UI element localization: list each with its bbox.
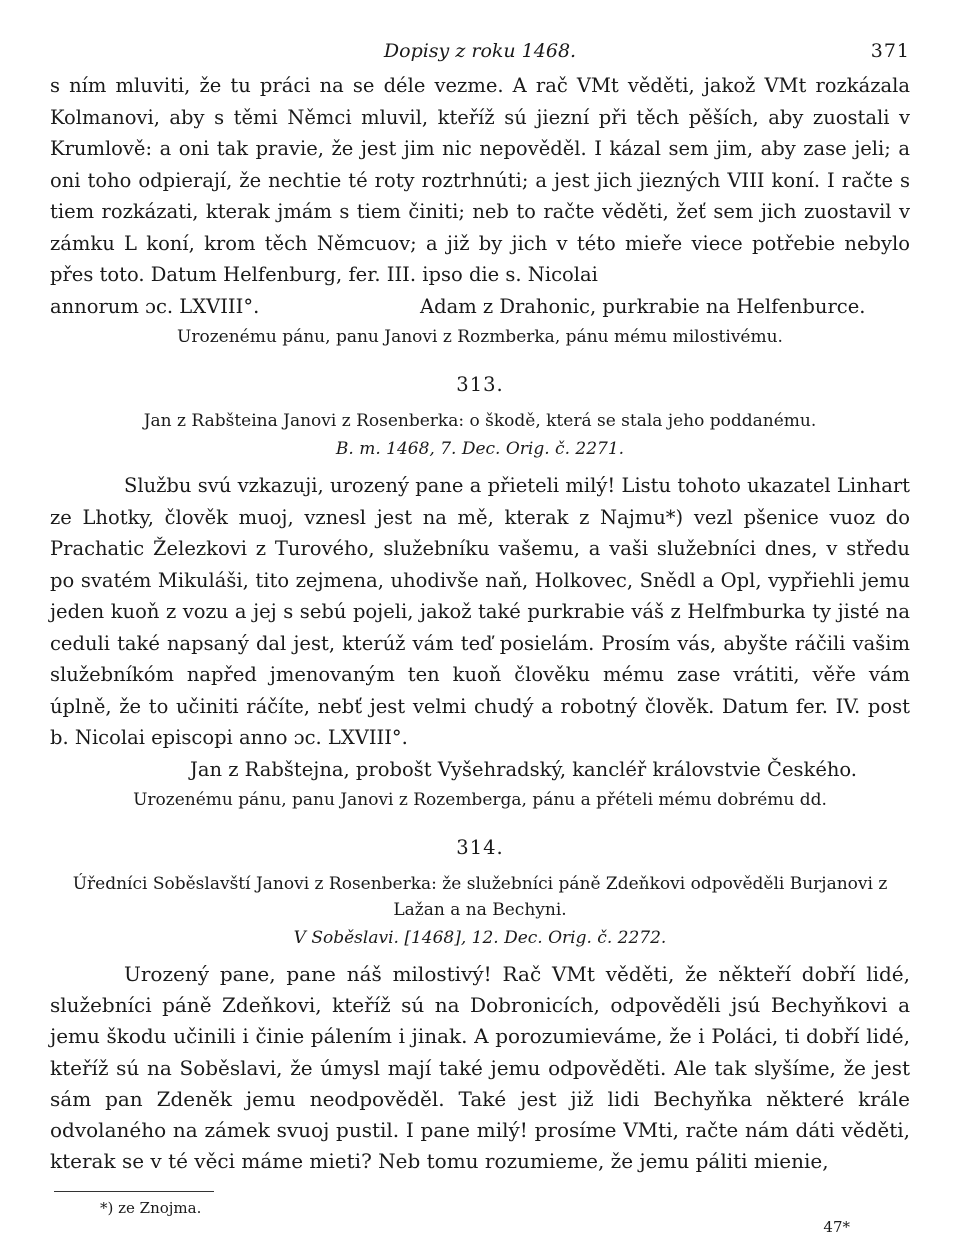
footnote: *) ze Znojma. [100,1199,202,1218]
footnote-divider [54,1191,214,1192]
document-number-313: 313. [456,373,504,396]
page-number: 371 [870,40,910,62]
continuation-letter [50,70,910,291]
letter-313 [50,470,910,754]
letter-314 [50,959,910,1177]
address-313: Urozenému pánu, panu Janovi z Rozemberga, pánu a přételi mému dobrému dd. [133,790,827,810]
date-line-313: B. m. 1468, 7. Dec. Orig. č. 2271. [335,439,625,459]
closing-date: annorum ɔc. LXVIII°. [50,294,260,318]
printer-signature-mark: 47* [823,1218,850,1236]
regest-314: Úředníci Soběslavští Janovi z Rosenberka: že služebníci páně Zdeňkovi odpověděli Burjanovi z Lažan a na Bechyni. [72,874,888,920]
continuation-address: Urozenému pánu, panu Janovi z Rozmberka, pánu mému milostivému. [177,327,783,347]
letter-313-paragraph: Službu svú vzkazuji, urozený pane a přieteli milý! Listu tohoto ukazatel Linhart ze Lhotky, člověk muoj, vznesl jest na mě, kterak z Najmu*) vezl pšenice vuoz do Prachatic Železkovi z Turového, služebníku vašemu, a vaši služebníci dnes, v středu po svatém Mikuláši, tito zejmena, uhodivše naň, Holkovec, Snědl a Opl, vypřiehli jemu jeden kuoň z vozu a jej s sebú pojeli, jakož také purkrabie váš z Helfmburka ty jisté na ceduli také napsaný dal jest, kterúž vám teď posielám. Prosím vás, abyšte ráčili vašim služebníkóm napřed jmenovaným ten kuoň člověku mému zase vrátiti, věře vám úplně, že to učiniti ráčíte, nebť jest velmi chudý a robotný člověk. Datum fer. IV. post b. Nicolai episcopi anno ɔc. LXVIII°. [50,474,910,749]
continuation-paragraph: s ním mluviti, že tu práci na se déle vezme. A rač VMt věděti, jakož VMt rozkázala Kolmanovi, aby s těmi Němci mluvil, kteříž sú jiezní při těch pěších, aby zuostali v Krumlově: a oni tak pravie, že jest jim nic nepověděl. I kázal sem jim, aby zase jeli; a oni toho odpierají, že nechtie té roty roztrhnúti; a jest jich jiezných VIII koní. I račte s tiem rozkázati, kterak jmám s tiem činiti; neb to račte věděti, žeť sem jich zuostavil v zámku L koní, krom těch Němcuov; a již by jich v této mieře viece potřebie nebylo přes toto. Datum Helfenburg, fer. III. ipso die s. Nicolai [50,74,910,286]
regest-313: Jan z Rabšteina Janovi z Rosenberka: o škodě, která se stala jeho poddanému. [143,411,817,431]
running-title: Dopisy z roku 1468. [383,40,577,62]
document-number-314: 314. [456,836,504,859]
letter-314-paragraph: Urozený pane, pane náš milostivý! Rač VMt věděti, že někteří dobří lidé, služebníci páně Zdeňkovi, kteříž sú na Dobronicích, odpověděli jsú Bechyňkovi a jemu škodu učinili i činie pálením i jinak. A porozumieváme, že i Poláci, ti dobří lidé, kteříž sú na Soběslavi, že úmysl mají také jemu odpověděti. Ale tak slyšíme, že jest sám pan Zdeněk jemu neodpověděl. Také jest již lidi Bechyňka některé krále odvolaného na zámek svuoj pustil. I pane milý! prosíme VMti, račte nám dáti věděti, kterak se v té věci máme mieti? Neb tomu rozumieme, že jemu páliti mienie, [50,962,910,1174]
continuation-closing [50,291,910,323]
signature-313: Jan z Rabštejna, probošt Vyšehradský, kancléř královstvie Českého. [190,757,858,781]
book-page [50,40,910,1236]
closing-signature: Adam z Drahonic, purkrabie na Helfenburce. [420,294,866,318]
date-line-314: V Soběslavi. [1468], 12. Dec. Orig. č. 2272. [293,928,667,948]
running-head [50,40,910,70]
